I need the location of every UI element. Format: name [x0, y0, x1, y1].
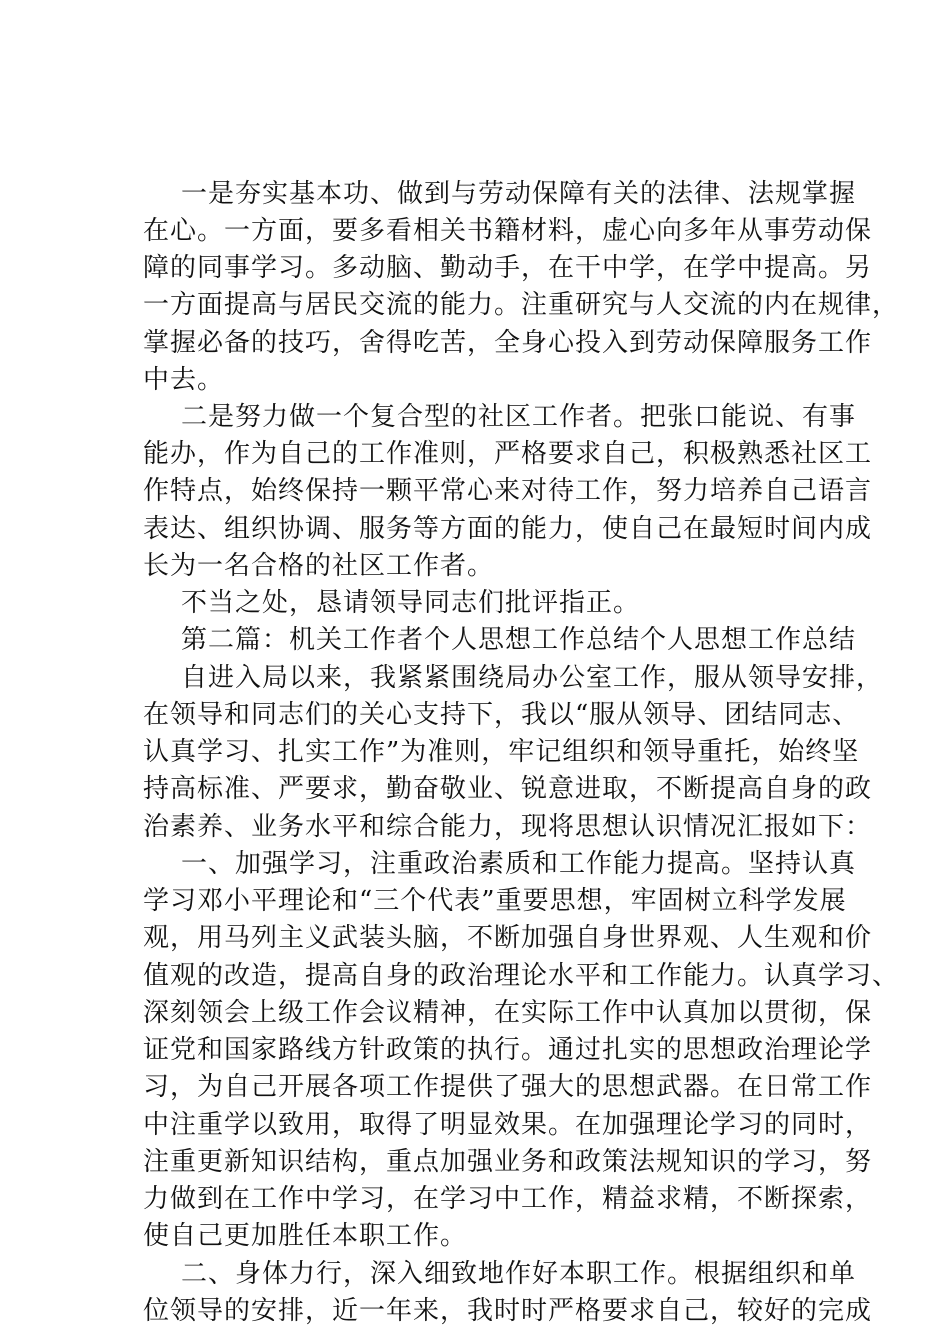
text-line: 认真学习、扎实工作”为准则，牢记组织和领导重托，始终坚	[143, 737, 860, 767]
section-heading: 第二篇：机关工作者个人思想工作总结个人思想工作总结	[181, 625, 857, 655]
text-line: 使自己更加胜任本职工作。	[143, 1221, 468, 1251]
text-line: 证党和国家路线方针政策的执行。通过扎实的思想政治理论学	[143, 1035, 873, 1065]
text-line: 习，为自己开展各项工作提供了强大的思想武器。在日常工作	[143, 1072, 873, 1102]
text-line: 治素养、业务水平和综合能力，现将思想认识情况汇报如下：	[143, 812, 873, 842]
text-line: 障的同事学习。多动脑、勤动手，在干中学，在学中提高。另	[143, 253, 873, 283]
text-line: 自进入局以来，我紧紧围绕局办公室工作，服从领导安排，	[181, 663, 884, 693]
text-line: 掌握必备的技巧，舍得吃苦，全身心投入到劳动保障服务工作	[143, 328, 873, 358]
text-line: 位领导的安排，近一年来，我时时严格要求自己，较好的完成	[143, 1296, 873, 1326]
text-line: 力做到在工作中学习，在学习中工作，精益求精，不断探索，	[143, 1184, 873, 1214]
text-line: 持高标准、严要求，勤奋敬业、锐意进取，不断提高自身的政	[143, 774, 873, 804]
text-line: 在领导和同志们的关心支持下，我以“服从领导、团结同志、	[143, 700, 860, 730]
text-line: 注重更新知识结构，重点加强业务和政策法规知识的学习，努	[143, 1147, 873, 1177]
text-line: 一、加强学习，注重政治素质和工作能力提高。坚持认真	[181, 849, 857, 879]
text-line: 二、身体力行，深入细致地作好本职工作。根据组织和单	[181, 1259, 857, 1289]
text-line: 一方面提高与居民交流的能力。注重研究与人交流的内在规律，	[143, 290, 900, 320]
text-line: 作特点，始终保持一颗平常心来对待工作，努力培养自己语言	[143, 476, 873, 506]
text-line: 长为一名合格的社区工作者。	[143, 551, 495, 581]
text-line: 能办，作为自己的工作准则，严格要求自己，积极熟悉社区工	[143, 439, 873, 469]
text-line: 在心。一方面，要多看相关书籍材料，虚心向多年从事劳动保	[143, 216, 873, 246]
text-line: 观，用马列主义武装头脑，不断加强自身世界观、人生观和价	[143, 923, 873, 953]
text-line: 学习邓小平理论和“三个代表”重要思想，牢固树立科学发展	[143, 886, 847, 916]
text-line: 二是努力做一个复合型的社区工作者。把张口能说、有事	[181, 402, 857, 432]
text-line: 深刻领会上级工作会议精神，在实际工作中认真加以贯彻，保	[143, 998, 873, 1028]
text-line: 一是夯实基本功、做到与劳动保障有关的法律、法规掌握	[181, 179, 857, 209]
text-line: 值观的改造，提高自身的政治理论水平和工作能力。认真学习、	[143, 961, 900, 991]
text-line: 中注重学以致用，取得了明显效果。在加强理论学习的同时，	[143, 1110, 873, 1140]
text-line: 表达、组织协调、服务等方面的能力，使自己在最短时间内成	[143, 514, 873, 544]
text-line: 不当之处，恳请领导同志们批评指正。	[181, 588, 641, 618]
text-line: 中去。	[143, 365, 225, 395]
